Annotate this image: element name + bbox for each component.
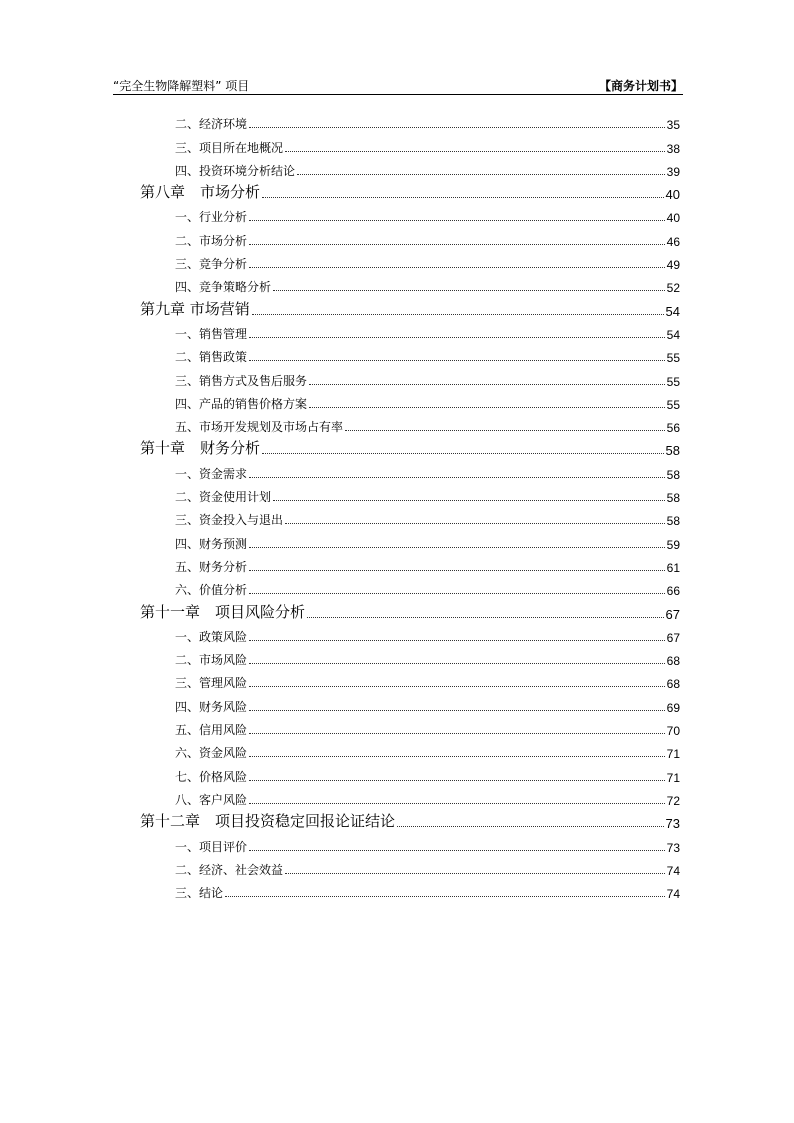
toc-section-entry[interactable]	[175, 132, 680, 155]
toc-entry-title: 第九章 市场营销	[140, 299, 250, 318]
toc-entry-title: 六、资金风险	[175, 746, 248, 761]
toc-page-number: 35	[666, 118, 680, 133]
toc-section-entry[interactable]	[175, 668, 680, 691]
toc-section-entry[interactable]	[175, 412, 680, 435]
toc-page-number: 58	[666, 467, 680, 482]
toc-dot-leader	[249, 219, 665, 221]
toc-page-number: 39	[666, 164, 680, 179]
page-header	[113, 78, 683, 95]
toc-page-number: 54	[665, 303, 680, 319]
toc-dot-leader	[249, 639, 665, 641]
toc-entry-title: 五、财务分析	[175, 559, 248, 574]
toc-section-entry[interactable]	[175, 482, 680, 505]
toc-page-number: 49	[666, 258, 680, 273]
toc-section-entry[interactable]	[175, 715, 680, 738]
toc-page-number: 61	[666, 560, 680, 575]
toc-dot-leader	[285, 150, 665, 152]
toc-dot-leader	[307, 616, 664, 618]
toc-dot-leader	[397, 825, 664, 827]
toc-page-number: 74	[666, 863, 680, 878]
header-project-title: “完全生物降解塑料” 项目	[113, 79, 250, 93]
toc-dot-leader	[249, 709, 665, 711]
toc-page-number: 68	[666, 654, 680, 669]
toc-section-entry[interactable]	[175, 249, 680, 272]
toc-page-number: 40	[666, 211, 680, 226]
toc-chapter-entry[interactable]	[140, 295, 680, 318]
toc-dot-leader	[249, 243, 665, 245]
toc-section-entry[interactable]	[175, 156, 680, 179]
toc-page-number: 74	[666, 887, 680, 902]
toc-entry-title: 三、销售方式及售后服务	[175, 373, 308, 388]
toc-section-entry[interactable]	[175, 831, 680, 854]
toc-entry-title: 四、财务预测	[175, 536, 248, 551]
toc-dot-leader	[249, 802, 665, 804]
toc-section-entry[interactable]	[175, 761, 680, 784]
toc-entry-title: 一、项目评价	[175, 839, 248, 854]
toc-page-number: 58	[666, 491, 680, 506]
toc-dot-leader	[297, 173, 665, 175]
toc-entry-title: 七、价格风险	[175, 769, 248, 784]
toc-page-number: 68	[666, 677, 680, 692]
toc-section-entry[interactable]	[175, 319, 680, 342]
toc-page-number: 73	[665, 816, 680, 832]
toc-page-number: 55	[666, 374, 680, 389]
toc-page-number: 71	[666, 747, 680, 762]
toc-section-entry[interactable]	[175, 389, 680, 412]
toc-entry-title: 三、结论	[175, 886, 224, 901]
toc-page-number: 70	[666, 724, 680, 739]
toc-dot-leader	[249, 569, 665, 571]
toc-entry-title: 二、市场风险	[175, 653, 248, 668]
toc-section-entry[interactable]	[175, 878, 680, 901]
toc-dot-leader	[249, 849, 665, 851]
toc-section-entry[interactable]	[175, 459, 680, 482]
toc-page-number: 58	[666, 514, 680, 529]
toc-section-entry[interactable]	[175, 552, 680, 575]
toc-entry-title: 一、资金需求	[175, 466, 248, 481]
toc-entry-title: 三、资金投入与退出	[175, 513, 284, 528]
toc-entry-title: 六、价值分析	[175, 583, 248, 598]
toc-section-entry[interactable]	[175, 226, 680, 249]
toc-dot-leader	[249, 779, 665, 781]
toc-page-number: 54	[666, 327, 680, 342]
toc-dot-leader	[262, 196, 664, 198]
toc-dot-leader	[285, 872, 665, 874]
toc-section-entry[interactable]	[175, 528, 680, 551]
toc-section-entry[interactable]	[175, 645, 680, 668]
toc-chapter-entry[interactable]	[140, 598, 680, 621]
toc-dot-leader	[249, 266, 665, 268]
toc-page-number: 38	[666, 141, 680, 156]
toc-dot-leader	[345, 429, 665, 431]
toc-entry-title: 二、经济、社会效益	[175, 862, 284, 877]
toc-dot-leader	[309, 406, 665, 408]
toc-entry-title: 三、管理风险	[175, 676, 248, 691]
toc-entry-title: 四、投资环境分析结论	[175, 163, 296, 178]
toc-dot-leader	[309, 383, 665, 385]
toc-dot-leader	[249, 126, 665, 128]
toc-entry-title: 第十二章 项目投资稳定回报论证结论	[140, 812, 396, 831]
toc-section-entry[interactable]	[175, 738, 680, 761]
toc-dot-leader	[249, 476, 665, 478]
toc-entry-title: 三、项目所在地概况	[175, 140, 284, 155]
toc-section-entry[interactable]	[175, 272, 680, 295]
toc-entry-title: 四、财务风险	[175, 699, 248, 714]
toc-dot-leader	[249, 592, 665, 594]
toc-dot-leader	[285, 522, 665, 524]
toc-section-entry[interactable]	[175, 109, 680, 132]
toc-page-number: 72	[666, 793, 680, 808]
toc-entry-title: 一、行业分析	[175, 210, 248, 225]
toc-chapter-entry[interactable]	[140, 808, 680, 831]
toc-section-entry[interactable]	[175, 202, 680, 225]
toc-page-number: 55	[666, 351, 680, 366]
toc-entry-title: 一、政策风险	[175, 629, 248, 644]
toc-section-entry[interactable]	[175, 855, 680, 878]
toc-section-entry[interactable]	[175, 342, 680, 365]
toc-page-number: 46	[666, 234, 680, 249]
toc-chapter-entry[interactable]	[140, 179, 680, 202]
toc-page-number: 73	[666, 840, 680, 855]
toc-entry-title: 八、客户风险	[175, 792, 248, 807]
toc-dot-leader	[249, 662, 665, 664]
toc-entry-title: 二、资金使用计划	[175, 490, 272, 505]
toc-entry-title: 四、竞争策略分析	[175, 280, 272, 295]
toc-page-number: 56	[666, 421, 680, 436]
toc-page-number: 40	[665, 187, 680, 203]
toc-entry-title: 第十一章 项目风险分析	[140, 602, 306, 621]
toc-page-number: 59	[666, 537, 680, 552]
toc-page-number: 58	[665, 443, 680, 459]
toc-page-number: 52	[666, 281, 680, 296]
toc-section-entry[interactable]	[175, 692, 680, 715]
toc-dot-leader	[249, 732, 665, 734]
toc-dot-leader	[249, 755, 665, 757]
toc-entry-title: 五、市场开发规划及市场占有率	[175, 420, 344, 435]
toc-dot-leader	[249, 685, 665, 687]
toc-entry-title: 第八章 市场分析	[140, 183, 261, 202]
toc-entry-title: 四、产品的销售价格方案	[175, 396, 308, 411]
toc-dot-leader	[249, 359, 665, 361]
toc-chapter-entry[interactable]	[140, 435, 680, 458]
toc-entry-title: 二、经济环境	[175, 117, 248, 132]
toc-section-entry[interactable]	[175, 622, 680, 645]
toc-dot-leader	[252, 313, 664, 315]
toc-section-entry[interactable]	[175, 785, 680, 808]
toc-entry-title: 二、销售政策	[175, 350, 248, 365]
toc-section-entry[interactable]	[175, 575, 680, 598]
toc-dot-leader	[273, 499, 665, 501]
toc-page-number: 67	[666, 630, 680, 645]
toc-dot-leader	[249, 336, 665, 338]
toc-dot-leader	[225, 895, 665, 897]
toc-page-number: 71	[666, 770, 680, 785]
header-document-type: 【商务计划书】	[598, 79, 683, 93]
toc-dot-leader	[262, 452, 664, 454]
toc-page-number: 66	[666, 584, 680, 599]
toc-page-number: 55	[666, 397, 680, 412]
toc-dot-leader	[249, 546, 665, 548]
toc-page-number: 69	[666, 700, 680, 715]
toc-page-number: 67	[665, 606, 680, 622]
toc-entry-title: 五、信用风险	[175, 723, 248, 738]
toc-dot-leader	[273, 289, 665, 291]
toc-entry-title: 一、销售管理	[175, 326, 248, 341]
toc-entry-title: 第十章 财务分析	[140, 439, 261, 458]
toc-section-entry[interactable]	[175, 505, 680, 528]
toc-entry-title: 二、市场分析	[175, 233, 248, 248]
toc-section-entry[interactable]	[175, 365, 680, 388]
toc-entry-title: 三、竞争分析	[175, 257, 248, 272]
